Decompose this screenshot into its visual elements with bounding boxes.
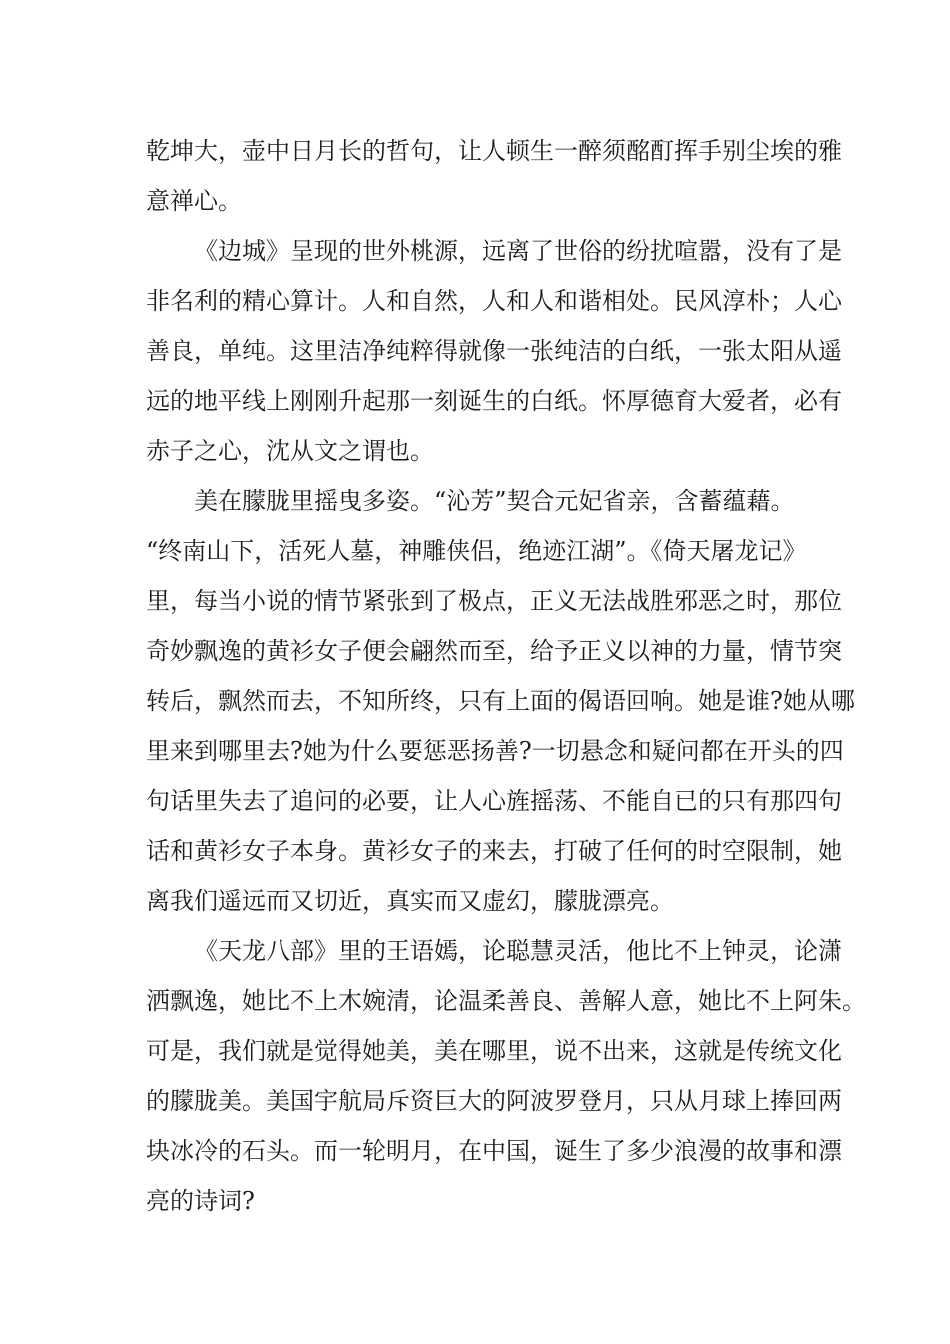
text-line: 远的地平线上刚刚升起那一刻诞生的白纸。怀厚德育大爱者，必有 [146,387,842,415]
text-line: 的朦胧美。美国宇航局斥资巨大的阿波罗登月，只从月球上捧回两 [146,1087,842,1115]
text-line: 《边城》呈现的世外桃源，远离了世俗的纷扰喧嚣，没有了是 [194,237,842,265]
text-line: 离我们遥远而又切近，真实而又虚幻，朦胧漂亮。 [146,887,674,915]
text-line: 美在朦胧里摇曳多姿。“沁芳”契合元妃省亲，含蓄蕴藉。 [194,487,795,515]
text-line: 洒飘逸，她比不上木婉清，论温柔善良、善解人意，她比不上阿朱。 [146,987,866,1015]
paragraph-3 [146,476,855,926]
text-line: 奇妙飘逸的黄衫女子便会翩然而至，给予正义以神的力量，情节突 [146,637,842,665]
text-line: 赤子之心，沈从文之谓也。 [146,437,434,465]
text-line: 乾坤大，壶中日月长的哲句，让人顿生一醉须酩酊挥手别尘埃的雅 [146,137,842,165]
text-line: 句话里失去了追问的必要，让人心旌摇荡、不能自已的只有那四句 [146,787,842,815]
paragraph-2 [146,226,842,476]
text-line: 亮的诗词? [146,1187,255,1215]
text-line: 话和黄衫女子本身。黄衫女子的来去，打破了任何的时空限制，她 [146,837,842,865]
paragraph-4 [146,926,866,1226]
text-line: 里来到哪里去?她为什么要惩恶扬善?一切悬念和疑问都在开头的四 [146,737,844,765]
paragraph-1 [146,126,842,226]
text-line: 意禅心。 [146,187,242,215]
text-line: 里，每当小说的情节紧张到了极点，正义无法战胜邪恶之时，那位 [146,587,842,615]
text-line: “终南山下，活死人墓，神雕侠侣，绝迹江湖”。《倚天屠龙记》 [146,537,807,565]
text-line: 转后，飘然而去，不知所终，只有上面的偈语回响。她是谁?她从哪 [146,687,855,715]
text-line: 块冰冷的石头。而一轮明月，在中国，诞生了多少浪漫的故事和漂 [146,1137,842,1165]
text-line: 《天龙八部》里的王语嫣，论聪慧灵活，他比不上钟灵，论潇 [194,937,842,965]
text-line: 可是，我们就是觉得她美，美在哪里，说不出来，这就是传统文化 [146,1037,842,1065]
text-line: 善良，单纯。这里洁净纯粹得就像一张纯洁的白纸，一张太阳从遥 [146,337,842,365]
body-text [146,126,866,1226]
text-line: 非名利的精心算计。人和自然，人和人和谐相处。民风淳朴；人心 [146,287,842,315]
